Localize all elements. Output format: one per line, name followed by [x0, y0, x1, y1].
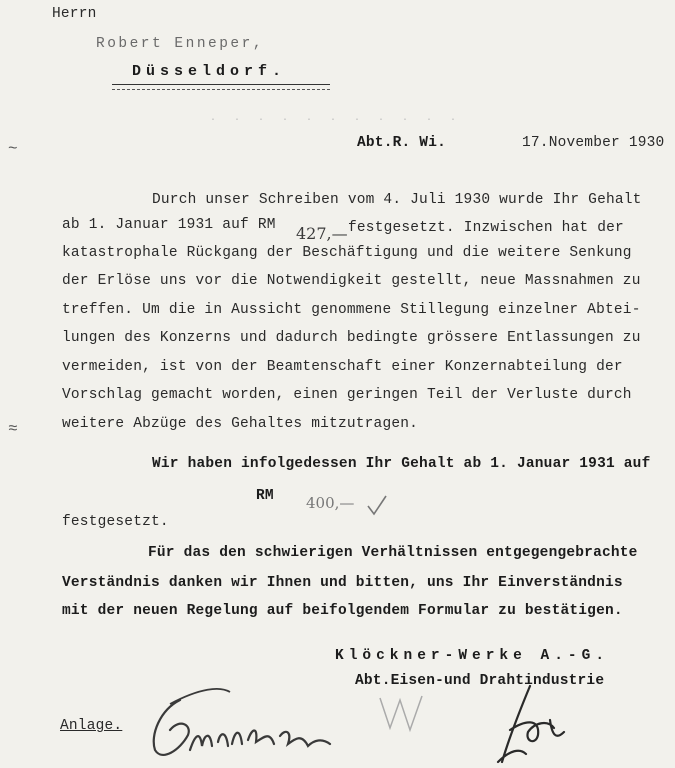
margin-mark-middle: ≈ [8, 420, 18, 438]
recipient-city: Düsseldorf. [132, 63, 287, 80]
p2-line-1: Wir haben infolgedessen Ihr Gehalt ab 1. Januar 1931 auf [152, 456, 651, 472]
faint-stamp-icon [370, 688, 440, 738]
p1-line-2: ab 1. Januar 1931 auf RM [62, 217, 276, 233]
new-salary-value: 400,— [306, 494, 355, 512]
p3-line-2: Verständnis danken wir Ihnen und bitten, uns Ihr Einverständnis [62, 575, 623, 591]
letter-date: 17.November 1930 [522, 135, 665, 151]
p1-line-6: lungen des Konzerns und dadurch bedingte grössere Entlassungen zu [62, 330, 641, 346]
city-underline [112, 84, 330, 90]
old-salary-value: 427,— [296, 224, 348, 243]
p1-line-4: der Erlöse uns vor die Notwendigkeit gestellt, neue Massnahmen zu [62, 273, 641, 289]
p1-line-2b: festgesetzt. Inzwischen hat der [348, 220, 624, 236]
p1-line-9: weitere Abzüge des Gehaltes mitzutragen. [62, 416, 419, 432]
faint-dots: . . . . . . . . . . . [210, 113, 463, 124]
salutation: Herrn [52, 6, 97, 22]
enclosure-label: Anlage. [60, 718, 123, 734]
checkmark-icon [366, 494, 388, 516]
p1-line-1: Durch unser Schreiben vom 4. Juli 1930 wurde Ihr Gehalt [152, 192, 642, 208]
p2-line-end: festgesetzt. [62, 514, 169, 530]
p1-line-7: vermeiden, ist von der Beamtenschaft einer Konzernabteilung der [62, 359, 623, 375]
currency-label: RM [256, 488, 274, 504]
margin-mark-top: ~ [8, 140, 18, 158]
signature-left-icon [140, 680, 350, 768]
p3-line-1: Für das den schwierigen Verhältnissen entgegengebrachte [148, 545, 638, 561]
p1-line-3: katastrophale Rückgang der Beschäftigung und die weitere Senkung [62, 245, 632, 261]
p1-line-5: treffen. Um die in Aussicht genommene Stillegung einzelner Abtei- [62, 302, 641, 318]
company-division: Abt.Eisen-und Drahtindustrie [355, 673, 605, 689]
recipient-name: Robert Enneper, [96, 36, 265, 52]
p1-line-8: Vorschlag gemacht worden, einen geringen Teil der Verluste durch [62, 387, 632, 403]
signature-right-icon [480, 680, 590, 768]
company-name: Klöckner-Werke A.-G. [335, 648, 610, 664]
p3-line-3: mit der neuen Regelung auf beifolgendem Formular zu bestätigen. [62, 603, 623, 619]
department-ref: Abt.R. Wi. [357, 135, 447, 151]
